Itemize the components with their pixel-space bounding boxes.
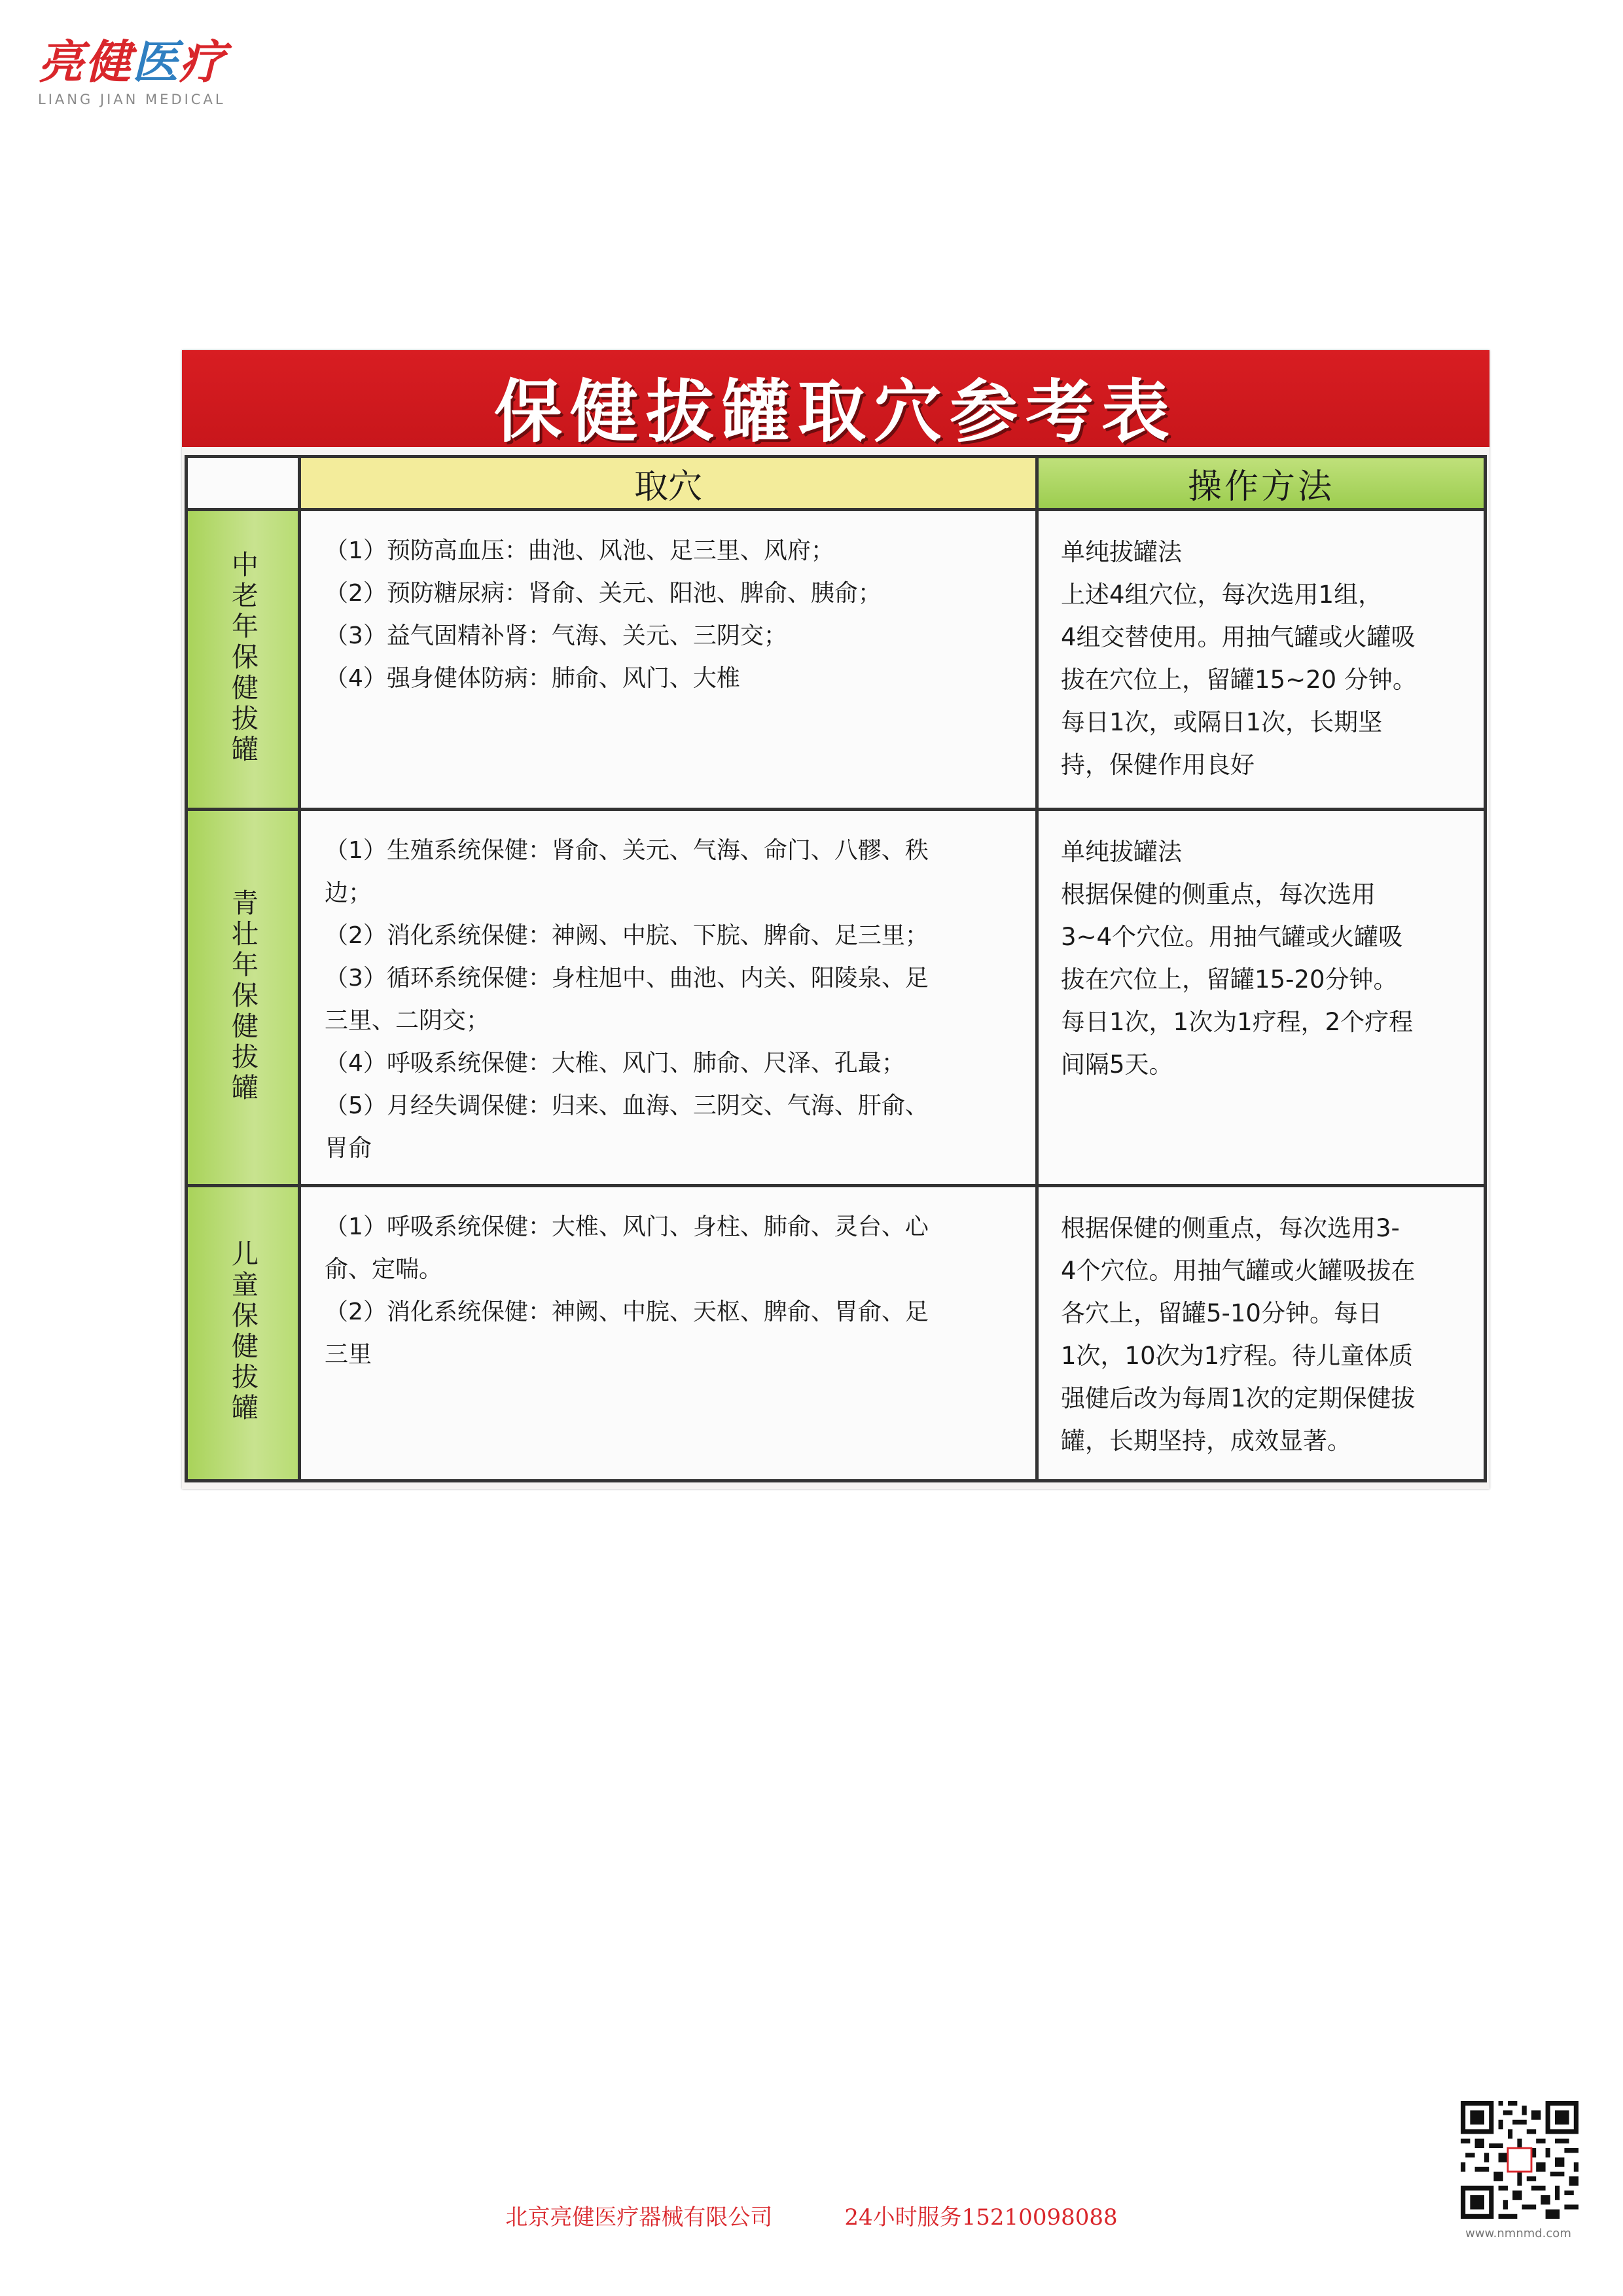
footer-company: 北京亮健医疗器械有限公司	[505, 2204, 773, 2231]
acupoints-cell	[300, 510, 1037, 810]
category-label: 儿童保健拔罐	[227, 1240, 259, 1424]
footer-service: 24小时服务15210098088	[844, 2204, 1118, 2231]
company-logo	[38, 34, 234, 107]
table-row	[187, 810, 1486, 1186]
method-line: 单纯拔罐法	[1061, 538, 1182, 566]
acupoint-line: （2）预防糖尿病：肾俞、关元、阳池、脾俞、胰俞；	[325, 580, 882, 607]
poster-title: 保健拔罐取穴参考表	[493, 372, 1177, 452]
category-label: 中老年保健拔罐	[227, 550, 259, 766]
acupoints-cell	[300, 1186, 1037, 1481]
logo-english: LIANG JIAN MEDICAL	[38, 92, 226, 107]
acupoint-table	[185, 455, 1487, 1482]
method-line: 1次，10次为1疗程。待儿童体质	[1061, 1342, 1414, 1370]
method-line: 根据保健的侧重点，每次选用	[1061, 880, 1376, 908]
acupoint-line: （2）消化系统保健：神阙、中脘、天枢、脾俞、胃俞、足	[325, 1299, 929, 1325]
header-method: 操作方法	[1037, 457, 1486, 510]
category-cell	[187, 1186, 300, 1481]
acupoint-line: 俞、定喘。	[325, 1256, 443, 1283]
method-cell	[1037, 510, 1486, 810]
footer	[0, 2199, 1623, 2231]
method-line: 每日1次，1次为1疗程，2个疗程	[1061, 1008, 1414, 1036]
method-line: 4个穴位。用抽气罐或火罐吸拔在	[1061, 1257, 1416, 1285]
method-cell	[1037, 810, 1486, 1186]
method-line: 3~4个穴位。用抽气罐或火罐吸	[1061, 923, 1403, 951]
acupoint-line: 三里	[325, 1341, 372, 1368]
method-line: 上述4组穴位，每次选用1组，	[1061, 581, 1383, 609]
method-cell	[1037, 1186, 1486, 1481]
acupoint-line: （2）消化系统保健：神阙、中脘、下脘、脾俞、足三里；	[325, 922, 929, 949]
category-cell	[187, 810, 300, 1186]
method-line: 根据保健的侧重点，每次选用3-	[1061, 1214, 1400, 1242]
acupoint-line: （4）强身健体防病：肺俞、风门、大椎	[325, 665, 740, 692]
method-line: 拔在穴位上，留罐15~20 分钟。	[1061, 666, 1417, 694]
category-cell	[187, 510, 300, 810]
acupoint-line: （1）呼吸系统保健：大椎、风门、身柱、肺俞、灵台、心	[325, 1213, 929, 1240]
method-line: 拔在穴位上，留罐15-20分钟。	[1061, 965, 1398, 994]
acupoints-cell	[300, 810, 1037, 1186]
header-row	[187, 457, 1486, 510]
category-label: 青壮年保健拔罐	[227, 888, 259, 1104]
qr-url: www.nmnmd.com	[1465, 2227, 1571, 2240]
acupoint-line: 边；	[325, 880, 372, 906]
table-row	[187, 1186, 1486, 1481]
logo-chinese: 亮健医疗	[38, 35, 226, 89]
acupoint-line: （1）预防高血压：曲池、风池、足三里、风府；	[325, 537, 834, 564]
acupoint-line: （1）生殖系统保健：肾俞、关元、气海、命门、八髎、秩	[325, 837, 929, 864]
method-line: 间隔5天。	[1061, 1050, 1173, 1079]
title-banner	[182, 350, 1489, 452]
acupoint-line: （3）益气固精补肾：气海、关元、三阴交；	[325, 622, 787, 649]
method-line: 持，保健作用良好	[1061, 751, 1255, 779]
acupoint-line: （4）呼吸系统保健：大椎、风门、肺俞、尺泽、孔最；	[325, 1050, 905, 1077]
acupoint-line: （3）循环系统保健：身柱旭中、曲池、内关、阳陵泉、足	[325, 965, 929, 992]
acupoint-line: （5）月经失调保健：归来、血海、三阴交、气海、肝俞、	[325, 1092, 929, 1119]
reference-poster	[182, 350, 1489, 1489]
method-line: 各穴上，留罐5-10分钟。每日	[1061, 1299, 1382, 1327]
method-line: 4组交替使用。用抽气罐或火罐吸	[1061, 623, 1416, 651]
acupoint-line: 三里、二阴交；	[325, 1007, 490, 1034]
method-line: 每日1次，或隔日1次，长期坚	[1061, 708, 1383, 736]
method-line: 单纯拔罐法	[1061, 838, 1182, 866]
table-row	[187, 510, 1486, 810]
header-blank-cell	[187, 457, 300, 510]
header-acupoints: 取穴	[300, 457, 1037, 510]
acupoint-line: 胃俞	[325, 1135, 372, 1162]
method-line: 强健后改为每周1次的定期保健拔	[1061, 1384, 1416, 1412]
method-line: 罐，长期坚持，成效显著。	[1061, 1427, 1351, 1455]
